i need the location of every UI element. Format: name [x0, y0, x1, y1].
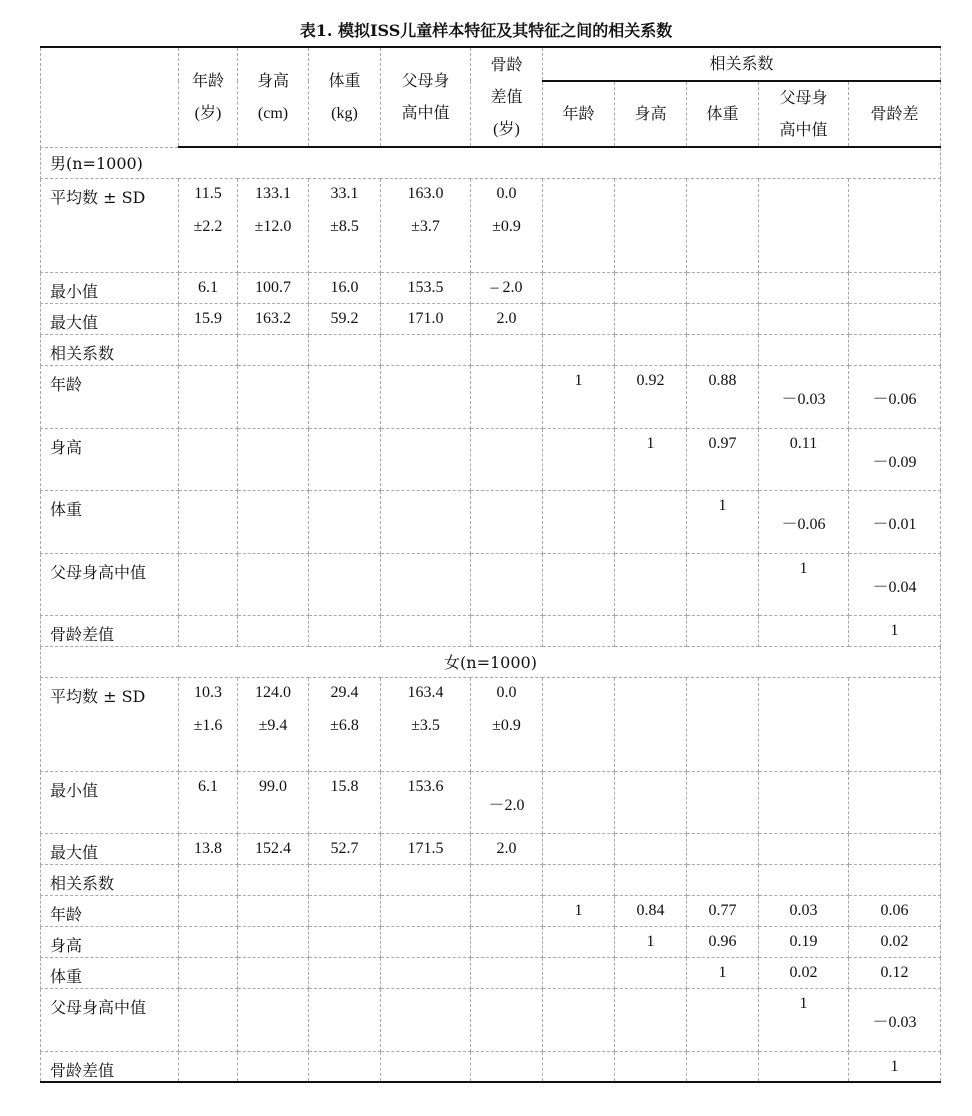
- table-cell: 1: [615, 926, 687, 957]
- table-cell: －0.06: [759, 490, 849, 553]
- table-cell: 29.4 ±6.8: [309, 677, 381, 771]
- table-cell: 0.96: [687, 926, 759, 957]
- corr-header-age: 年龄: [543, 81, 615, 147]
- table-cell: 100.7: [238, 272, 309, 303]
- row-label: 平均数 ± SD: [41, 178, 179, 272]
- table-cell: – 2.0: [471, 272, 543, 303]
- table-cell: 1: [849, 615, 941, 646]
- section-female: 女(n=1000): [41, 646, 941, 677]
- section-male: 男(n=1000): [41, 147, 941, 178]
- table-cell: 99.0: [238, 771, 309, 833]
- header-parent-height: 父母身 高中值: [381, 47, 471, 147]
- corr-header-weight: 体重: [687, 81, 759, 147]
- table-cell: －2.0: [471, 771, 543, 833]
- table-cell: 0.84: [615, 895, 687, 926]
- table-cell: 163.0 ±3.7: [381, 178, 471, 272]
- header-weight: 体重 (kg): [309, 47, 381, 147]
- table-cell: 152.4: [238, 833, 309, 864]
- table-cell: 1: [687, 490, 759, 553]
- row-label: 最小值: [41, 272, 179, 303]
- table-cell: 0.97: [687, 428, 759, 490]
- table-cell: 1: [687, 957, 759, 988]
- row-label: 最大值: [41, 303, 179, 334]
- table-cell: 11.5 ±2.2: [179, 178, 238, 272]
- row-label: 身高: [41, 428, 179, 490]
- table-cell: 133.1 ±12.0: [238, 178, 309, 272]
- row-label: 体重: [41, 490, 179, 553]
- table-cell: 0.92: [615, 365, 687, 428]
- table-cell: －0.03: [849, 988, 941, 1051]
- table-cell: 0.02: [759, 957, 849, 988]
- table-cell: 0.11: [759, 428, 849, 490]
- table-cell: 1: [615, 428, 687, 490]
- header-corner: [41, 47, 179, 147]
- row-label: 平均数 ± SD: [41, 677, 179, 771]
- row-label: 相关系数: [41, 334, 179, 365]
- table-cell: 0.0 ±0.9: [471, 178, 543, 272]
- table-cell: 0.12: [849, 957, 941, 988]
- table-cell: 0.0 ±0.9: [471, 677, 543, 771]
- row-label: 最大值: [41, 833, 179, 864]
- table-cell: 13.8: [179, 833, 238, 864]
- table-cell: 6.1: [179, 272, 238, 303]
- row-label: 骨龄差值: [41, 615, 179, 646]
- table-cell: －0.01: [849, 490, 941, 553]
- table-cell: 2.0: [471, 303, 543, 334]
- stats-table: [40, 46, 941, 1083]
- header-corr-group: 相关系数: [543, 47, 941, 81]
- table-cell: 15.8: [309, 771, 381, 833]
- table-cell: 16.0: [309, 272, 381, 303]
- table-cell: 52.7: [309, 833, 381, 864]
- row-label: 父母身高中值: [41, 553, 179, 615]
- table-cell: 1: [543, 365, 615, 428]
- table-cell: 1: [759, 988, 849, 1051]
- table-cell: －0.04: [849, 553, 941, 615]
- table-cell: －0.09: [849, 428, 941, 490]
- table-cell: 171.0: [381, 303, 471, 334]
- table-cell: 15.9: [179, 303, 238, 334]
- row-label: 最小值: [41, 771, 179, 833]
- header-bone-age: 骨龄 差值 (岁): [471, 47, 543, 147]
- table-cell: 153.6: [381, 771, 471, 833]
- table-cell: 0.88: [687, 365, 759, 428]
- table-cell: 2.0: [471, 833, 543, 864]
- table-cell: 1: [759, 553, 849, 615]
- table-cell: 171.5: [381, 833, 471, 864]
- table-cell: 6.1: [179, 771, 238, 833]
- row-label: 体重: [41, 957, 179, 988]
- table-cell: 124.0 ±9.4: [238, 677, 309, 771]
- table-cell: 163.4 ±3.5: [381, 677, 471, 771]
- row-label: 骨龄差值: [41, 1051, 179, 1082]
- header-height: 身高 (cm): [238, 47, 309, 147]
- table-cell: 153.5: [381, 272, 471, 303]
- row-label: 年龄: [41, 895, 179, 926]
- table-cell: 10.3 ±1.6: [179, 677, 238, 771]
- table-cell: 1: [849, 1051, 941, 1082]
- table-cell: －0.03: [759, 365, 849, 428]
- table-cell: －0.06: [849, 365, 941, 428]
- table-title: 表1. 模拟ISS儿童样本特征及其特征之间的相关系数: [299, 21, 673, 40]
- corr-header-bone: 骨龄差: [849, 81, 941, 147]
- table-cell: 0.06: [849, 895, 941, 926]
- table-cell: 33.1 ±8.5: [309, 178, 381, 272]
- table-cell: 1: [543, 895, 615, 926]
- table-cell: 163.2: [238, 303, 309, 334]
- corr-header-parent: 父母身 高中值: [759, 81, 849, 147]
- row-label: 相关系数: [41, 864, 179, 895]
- table-cell: 0.02: [849, 926, 941, 957]
- header-age: 年龄 (岁): [179, 47, 238, 147]
- table-cell: 59.2: [309, 303, 381, 334]
- row-label: 身高: [41, 926, 179, 957]
- table-cell: 0.77: [687, 895, 759, 926]
- table-cell: 0.03: [759, 895, 849, 926]
- row-label: 父母身高中值: [41, 988, 179, 1051]
- table-cell: 0.19: [759, 926, 849, 957]
- row-label: 年龄: [41, 365, 179, 428]
- corr-header-height: 身高: [615, 81, 687, 147]
